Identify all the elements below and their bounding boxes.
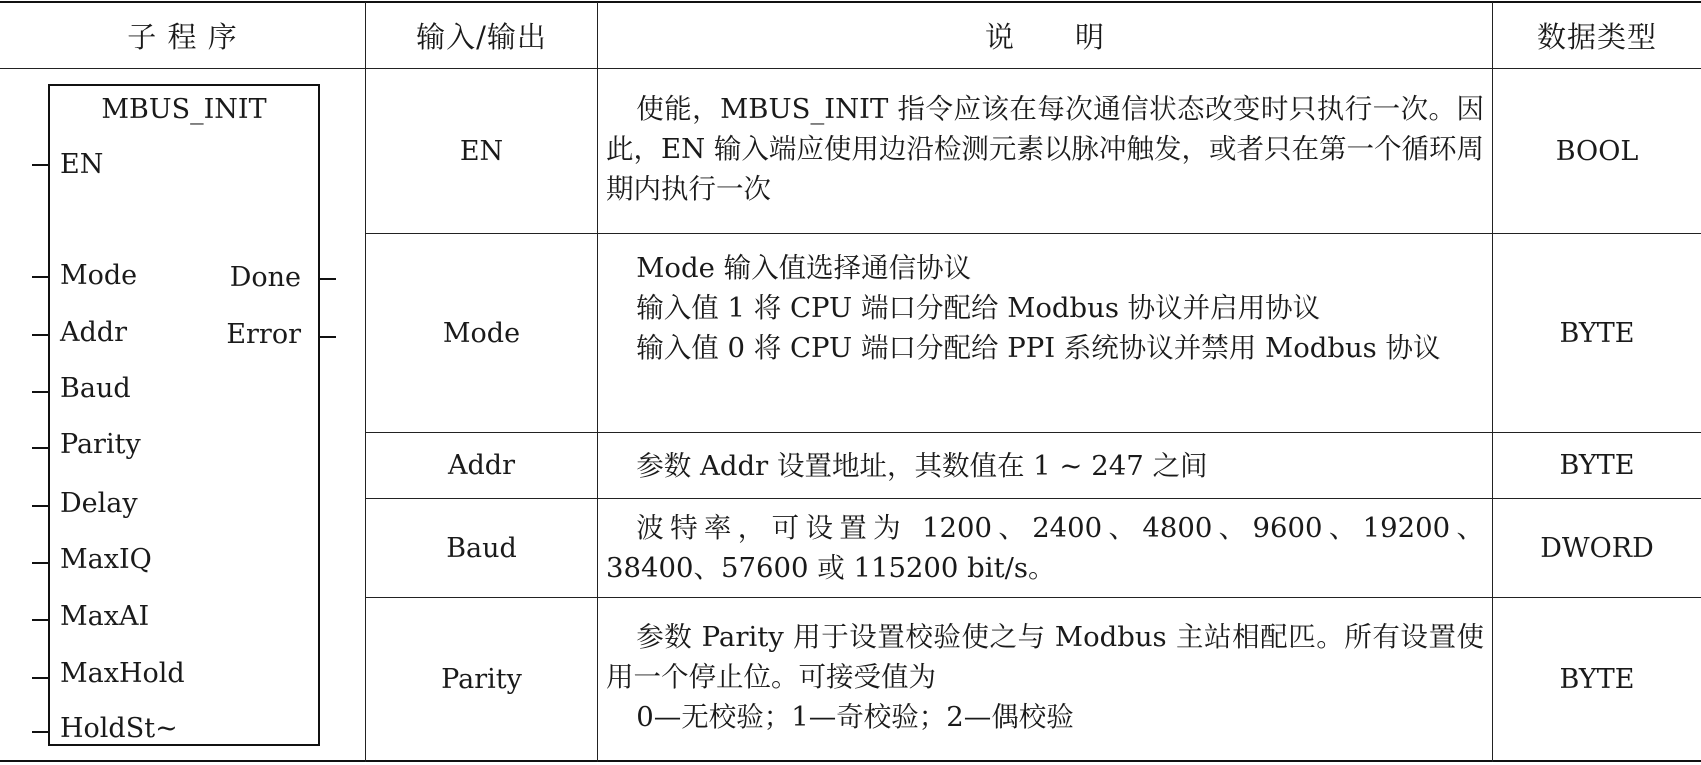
row-mode-description xyxy=(606,248,1484,368)
table-bottom-rule xyxy=(0,760,1701,762)
pin-parity: Parity xyxy=(60,429,141,460)
pin-stub xyxy=(32,276,48,278)
pin-stub xyxy=(32,391,48,393)
pin-stub xyxy=(32,334,48,336)
row-en-type: BOOL xyxy=(1555,135,1639,167)
pin-stub xyxy=(32,677,48,679)
row-parity-description xyxy=(606,617,1484,737)
pin-maxhold: MaxHold xyxy=(60,658,185,689)
row-addr-type: BYTE xyxy=(1559,450,1635,481)
header-datatype: 数据类型 xyxy=(1536,20,1657,54)
description-line: 使能，MBUS_INIT 指令应该在每次通信状态改变时只执行一次。因此，EN 输入端应使用边沿检测元素以脉冲触发，或者只在第一个循环周期内执行一次 xyxy=(606,93,1484,205)
row-mode-type: BYTE xyxy=(1559,317,1635,349)
row-parity-type: BYTE xyxy=(1559,663,1635,695)
pin-error: Error xyxy=(226,319,301,350)
pin-maxai: MaxAI xyxy=(60,601,150,632)
block-title: MBUS_INIT xyxy=(101,94,267,125)
pin-stub xyxy=(320,336,336,338)
header-description: 说 明 xyxy=(984,20,1105,54)
pin-done: Done xyxy=(229,262,301,293)
row-baud-type: DWORD xyxy=(1540,532,1654,564)
row-parity-io: Parity xyxy=(441,663,522,695)
description-line: 输入值 1 将 CPU 端口分配给 Modbus 协议并启用协议 xyxy=(636,292,1321,324)
description-line: 波特率，可设置为 1200、2400、4800、9600、19200、38400、57600 或 115200 bit/s。 xyxy=(606,512,1484,584)
row-en-io: EN xyxy=(459,135,504,167)
description-line: 参数 Parity 用于设置校验使之与 Modbus 主站相配匹。所有设置使用一个停止位。可接受值为 xyxy=(606,621,1484,693)
pin-stub xyxy=(32,731,48,733)
pin-stub xyxy=(320,278,336,280)
header-io: 输入/输出 xyxy=(416,20,547,54)
pin-maxiq: MaxIQ xyxy=(60,544,152,575)
description-line: 输入值 0 将 CPU 端口分配给 PPI 系统协议并禁用 Modbus 协议 xyxy=(636,332,1441,364)
description-line: 0—无校验；1—奇校验；2—偶校验 xyxy=(636,701,1074,733)
description-line: 参数 Addr 设置地址，其数值在 1 ~ 247 之间 xyxy=(636,450,1208,482)
pin-stub xyxy=(32,562,48,564)
row-baud-io: Baud xyxy=(446,532,517,564)
header-subroutine: 子 程 序 xyxy=(127,20,238,54)
pin-stub xyxy=(32,447,48,449)
row-addr-description xyxy=(606,446,1484,486)
column-divider xyxy=(597,2,598,762)
pin-en: EN xyxy=(60,149,104,180)
pin-stub xyxy=(32,164,48,166)
pin-delay: Delay xyxy=(60,488,138,519)
pin-addr: Addr xyxy=(60,317,127,348)
row-en-description xyxy=(606,89,1484,209)
pin-stub xyxy=(32,505,48,507)
mbus-init-block xyxy=(48,84,320,746)
header-rule xyxy=(0,68,1701,69)
row-addr-io: Addr xyxy=(448,450,515,481)
row-baud-description xyxy=(606,508,1484,588)
pin-stub xyxy=(32,619,48,621)
pin-holdst: HoldSt~ xyxy=(60,713,178,744)
description-line: Mode 输入值选择通信协议 xyxy=(636,252,972,284)
pin-mode: Mode xyxy=(60,260,138,291)
row-mode-io: Mode xyxy=(442,317,521,349)
pin-baud: Baud xyxy=(60,373,131,404)
